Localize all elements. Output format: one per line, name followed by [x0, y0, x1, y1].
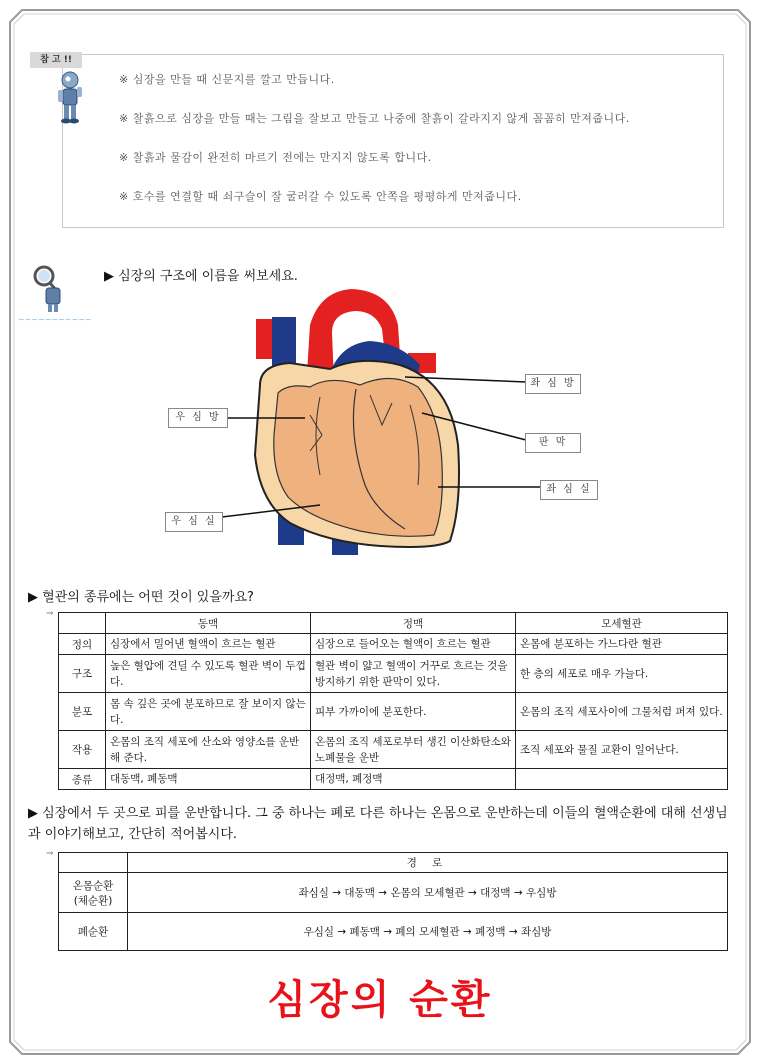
- table-cell: 심장에서 밀어낸 혈액이 흐르는 혈관: [106, 634, 311, 655]
- tip-line-2: ※ 찰흙으로 심장을 만들 때는 그림을 잘보고 만들고 나중에 찰흙이 갈라지지 않게 꼼꼼히 만져줍니다.: [119, 112, 630, 125]
- page-title: 심장의 순환: [267, 977, 493, 1023]
- table-cell: 혈관 벽이 얇고 혈액이 거꾸로 흐르는 것을 방지하기 위한 판막이 있다.: [311, 655, 516, 693]
- table-cell: 조직 세포와 물질 교환이 일어난다.: [516, 731, 728, 769]
- robot-icon: [54, 70, 88, 124]
- svg-text:~~~~~~~~~~~: ~~~~~~~~~~~: [18, 315, 92, 324]
- tip-line-1: ※ 심장을 만들 때 신문지를 깔고 만듭니다.: [119, 73, 335, 86]
- tip-badge: 참 고 !!: [30, 52, 82, 68]
- row-header-line: 온몸순환: [72, 879, 114, 892]
- table-cell: [516, 769, 728, 790]
- row-header: [59, 873, 128, 913]
- table-header-row: [59, 613, 728, 634]
- table-cell: 대동맥, 폐동맥: [106, 769, 311, 790]
- arrow-marker: ⇒: [46, 849, 54, 859]
- table-cell: 좌심실 → 대동맥 → 온몸의 모세혈관 → 대정맥 → 우심방: [128, 873, 728, 913]
- arrow-marker: ⇒: [46, 609, 54, 619]
- table-row: [59, 634, 728, 655]
- label-left-ventricle: 좌 심 실: [540, 480, 598, 500]
- row-header: 분포: [59, 693, 106, 731]
- vessel-table: [58, 612, 728, 790]
- magnifier-robot-icon: [16, 262, 92, 324]
- label-right-ventricle: 우 심 실: [165, 512, 223, 532]
- table-header: 정맥: [311, 613, 516, 634]
- table-cell: 대정맥, 폐정맥: [311, 769, 516, 790]
- table-cell: 몸 속 깊은 곳에 분포하므로 잘 보이지 않는다.: [106, 693, 311, 731]
- table-cell: 우심실 → 폐동맥 → 폐의 모세혈관 → 폐정맥 → 좌심방: [128, 913, 728, 951]
- row-header-line: 폐순환: [77, 926, 109, 938]
- row-header: [59, 913, 128, 951]
- question-circulation: ▶ 심장에서 두 곳으로 피를 운반합니다. 그 중 하나는 폐로 다른 하나는 온몸으로 운반하는데 이들의 혈액순환에 대해 선생님과 이야기해보고, 간단히 적어봅시다.: [28, 806, 728, 842]
- table-row: [59, 873, 728, 913]
- circulation-table: [58, 852, 728, 951]
- table-cell: 심장으로 들어오는 혈액이 흐르는 혈관: [311, 634, 516, 655]
- table-row: [59, 913, 728, 951]
- table-row: [59, 769, 728, 790]
- question-heart-structure: ▶ 심장의 구조에 이름을 써보세요.: [104, 269, 298, 284]
- table-row: [59, 693, 728, 731]
- table-row: [59, 731, 728, 769]
- label-valve: 판 막: [525, 433, 581, 453]
- table-cell: 피부 가까이에 분포한다.: [311, 693, 516, 731]
- row-header: 작용: [59, 731, 106, 769]
- tip-line-4: ※ 호수를 연결할 때 쇠구슬이 잘 굴러갈 수 있도록 안쪽을 평평하게 만져줍니다.: [119, 190, 522, 203]
- table-row: [59, 655, 728, 693]
- tip-line-3: ※ 찰흙과 물감이 완전히 마르기 전에는 만지지 않도록 합니다.: [119, 151, 432, 164]
- label-right-atrium: 우 심 방: [168, 408, 228, 428]
- tip-box: [62, 54, 724, 228]
- row-header: 구조: [59, 655, 106, 693]
- row-header: 정의: [59, 634, 106, 655]
- label-left-atrium: 좌 심 방: [525, 374, 581, 394]
- table-header: 모세혈관: [516, 613, 728, 634]
- table-cell: 온몸의 조직 세포사이에 그물처럼 퍼져 있다.: [516, 693, 728, 731]
- row-header-line: (체순환): [73, 894, 113, 907]
- table-header: 동맥: [106, 613, 311, 634]
- table-header: [59, 613, 106, 634]
- table-header: 경 로: [128, 853, 728, 873]
- question-vessel-types: ▶ 혈관의 종류에는 어떤 것이 있을까요?: [28, 590, 254, 605]
- table-cell: 온몸의 조직 세포로부터 생긴 이산화탄소와 노폐물을 운반: [311, 731, 516, 769]
- left-artery: [256, 319, 272, 359]
- table-cell: 높은 혈압에 견딜 수 있도록 혈관 벽이 두껍다.: [106, 655, 311, 693]
- table-header-row: [59, 853, 728, 873]
- table-cell: 한 층의 세포로 매우 가늘다.: [516, 655, 728, 693]
- table-cell: 온몸에 분포하는 가느다란 혈관: [516, 634, 728, 655]
- table-header-empty: [59, 853, 128, 873]
- row-header: 종류: [59, 769, 106, 790]
- table-cell: 온몸의 조직 세포에 산소와 영양소를 운반해 준다.: [106, 731, 311, 769]
